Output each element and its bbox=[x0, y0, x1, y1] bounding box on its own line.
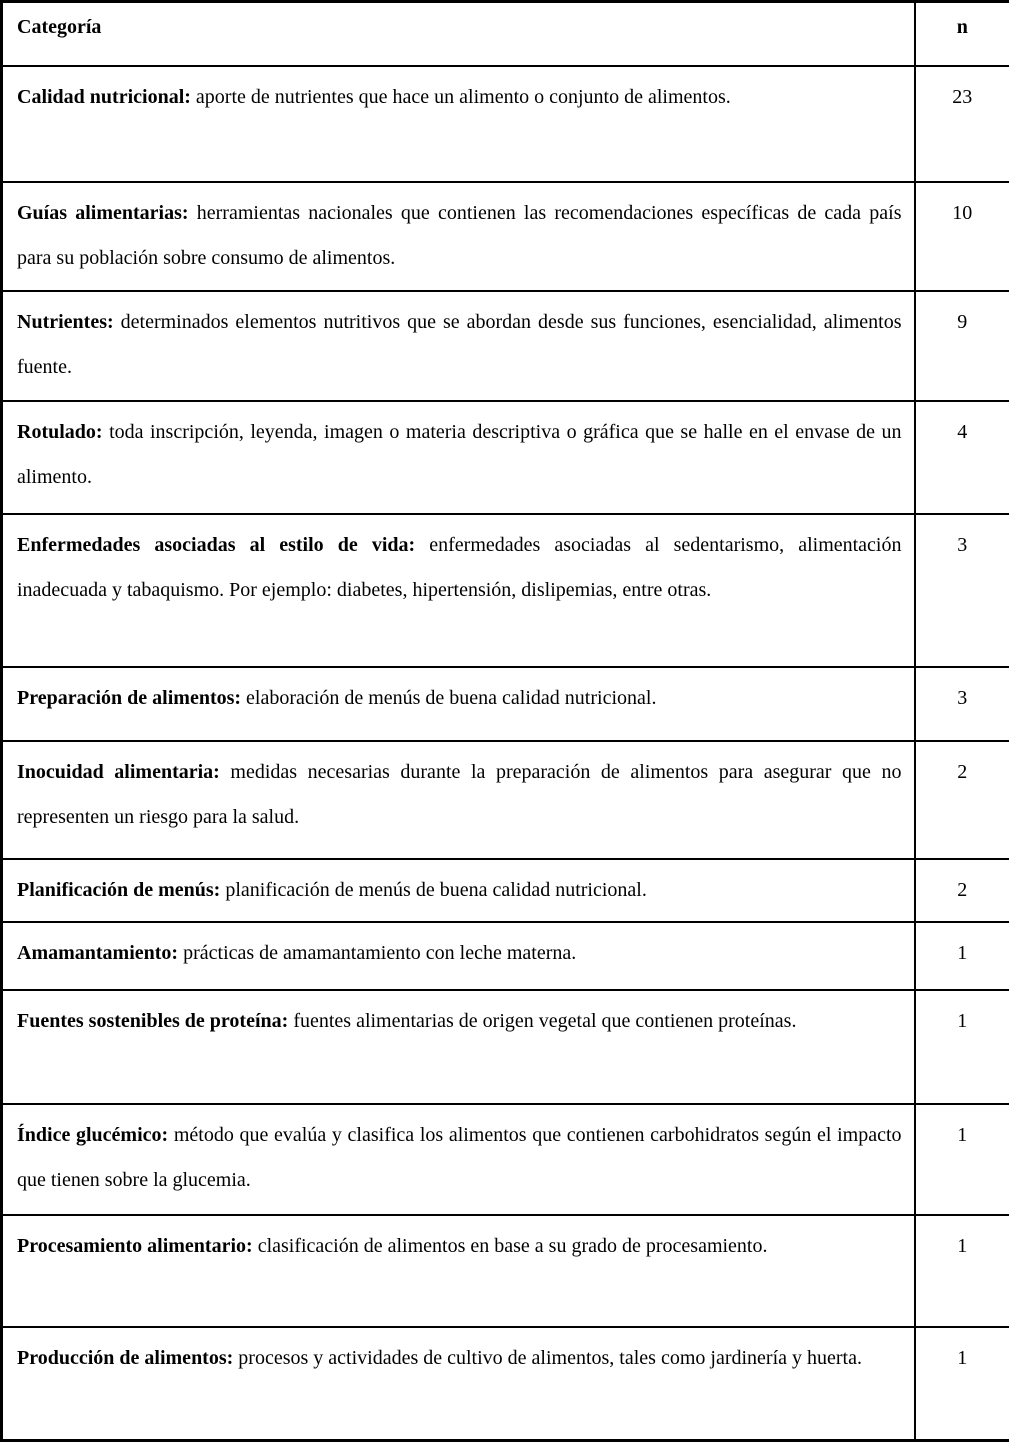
category-term: Fuentes sostenibles de proteína: bbox=[17, 1010, 288, 1032]
category-cell bbox=[2, 1215, 915, 1327]
category-term: Índice glucémico: bbox=[17, 1124, 168, 1146]
count-cell bbox=[915, 667, 1009, 741]
count-value: 1 bbox=[957, 1235, 967, 1257]
count-cell bbox=[915, 990, 1009, 1104]
count-cell bbox=[915, 1327, 1009, 1441]
header-row bbox=[2, 2, 1009, 66]
category-description: fuentes alimentarias de origen vegetal que contienen proteínas. bbox=[293, 1010, 796, 1032]
count-value: 3 bbox=[957, 687, 967, 709]
count-cell bbox=[915, 1104, 1009, 1215]
count-cell bbox=[915, 1215, 1009, 1327]
category-term: Procesamiento alimentario: bbox=[17, 1235, 253, 1257]
table-row bbox=[2, 514, 1009, 667]
category-term: Inocuidad alimentaria: bbox=[17, 761, 220, 783]
category-description: elaboración de menús de buena calidad nutricional. bbox=[246, 687, 656, 709]
count-value: 2 bbox=[957, 761, 967, 783]
count-value: 1 bbox=[957, 1347, 967, 1369]
category-term: Enfermedades asociadas al estilo de vida: bbox=[17, 534, 415, 556]
table-row bbox=[2, 401, 1009, 514]
table-row bbox=[2, 741, 1009, 859]
count-cell bbox=[915, 182, 1009, 291]
category-term: Calidad nutricional: bbox=[17, 86, 191, 108]
category-cell bbox=[2, 1104, 915, 1215]
category-description: método que evalúa y clasifica los alimentos que contienen carbohidratos según el impacto que tienen sobre la glucemia. bbox=[17, 1124, 902, 1191]
count-cell bbox=[915, 401, 1009, 514]
category-description: enfermedades asociadas al sedentarismo, alimentación inadecuada y tabaquismo. Por ejemplo: diabetes, hipertensión, dislipemias, entre otras. bbox=[17, 534, 902, 601]
count-value: 1 bbox=[957, 942, 967, 964]
table-body bbox=[2, 66, 1009, 1441]
count-value: 1 bbox=[957, 1010, 967, 1032]
category-cell bbox=[2, 514, 915, 667]
count-value: 9 bbox=[957, 311, 967, 333]
category-term: Rotulado: bbox=[17, 421, 103, 443]
category-cell bbox=[2, 667, 915, 741]
table-row bbox=[2, 291, 1009, 401]
category-cell bbox=[2, 401, 915, 514]
category-term: Planificación de menús: bbox=[17, 879, 220, 901]
category-description: planificación de menús de buena calidad nutricional. bbox=[225, 879, 647, 901]
category-term: Amamantamiento: bbox=[17, 942, 178, 964]
category-description: clasificación de alimentos en base a su grado de procesamiento. bbox=[258, 1235, 768, 1257]
count-value: 3 bbox=[957, 534, 967, 556]
category-description: herramientas nacionales que contienen las recomendaciones específicas de cada país para su población sobre consumo de alimentos. bbox=[17, 202, 902, 269]
count-cell bbox=[915, 922, 1009, 990]
category-cell bbox=[2, 741, 915, 859]
column-header-n: n bbox=[915, 2, 1009, 66]
category-description: toda inscripción, leyenda, imagen o materia descriptiva o gráfica que se halle en el envase de un alimento. bbox=[17, 421, 902, 488]
category-term: Nutrientes: bbox=[17, 311, 114, 333]
table-row bbox=[2, 859, 1009, 922]
table-row bbox=[2, 66, 1009, 182]
count-cell bbox=[915, 66, 1009, 182]
category-cell bbox=[2, 922, 915, 990]
category-cell bbox=[2, 66, 915, 182]
count-value: 2 bbox=[957, 879, 967, 901]
table-row bbox=[2, 667, 1009, 741]
category-description: procesos y actividades de cultivo de alimentos, tales como jardinería y huerta. bbox=[238, 1347, 862, 1369]
count-value: 1 bbox=[957, 1124, 967, 1146]
category-cell bbox=[2, 1327, 915, 1441]
count-value: 10 bbox=[952, 202, 972, 224]
category-cell bbox=[2, 291, 915, 401]
count-cell bbox=[915, 859, 1009, 922]
table-row bbox=[2, 1215, 1009, 1327]
table-row bbox=[2, 990, 1009, 1104]
category-cell bbox=[2, 990, 915, 1104]
category-description: determinados elementos nutritivos que se abordan desde sus funciones, esencialidad, alimentos fuente. bbox=[17, 311, 902, 378]
category-cell bbox=[2, 182, 915, 291]
category-description: prácticas de amamantamiento con leche materna. bbox=[183, 942, 576, 964]
count-cell bbox=[915, 741, 1009, 859]
category-cell bbox=[2, 859, 915, 922]
count-value: 23 bbox=[952, 86, 972, 108]
column-header-categoria: Categoría bbox=[2, 2, 915, 66]
table-row bbox=[2, 1104, 1009, 1215]
table-header bbox=[2, 2, 1009, 66]
category-term: Guías alimentarias: bbox=[17, 202, 189, 224]
count-cell bbox=[915, 291, 1009, 401]
table-row bbox=[2, 182, 1009, 291]
category-description: medidas necesarias durante la preparación de alimentos para asegurar que no representen un riesgo para la salud. bbox=[17, 761, 902, 828]
table-row bbox=[2, 922, 1009, 990]
table-row bbox=[2, 1327, 1009, 1441]
category-term: Preparación de alimentos: bbox=[17, 687, 241, 709]
category-term: Producción de alimentos: bbox=[17, 1347, 233, 1369]
count-cell bbox=[915, 514, 1009, 667]
count-value: 4 bbox=[957, 421, 967, 443]
category-description: aporte de nutrientes que hace un alimento o conjunto de alimentos. bbox=[196, 86, 731, 108]
